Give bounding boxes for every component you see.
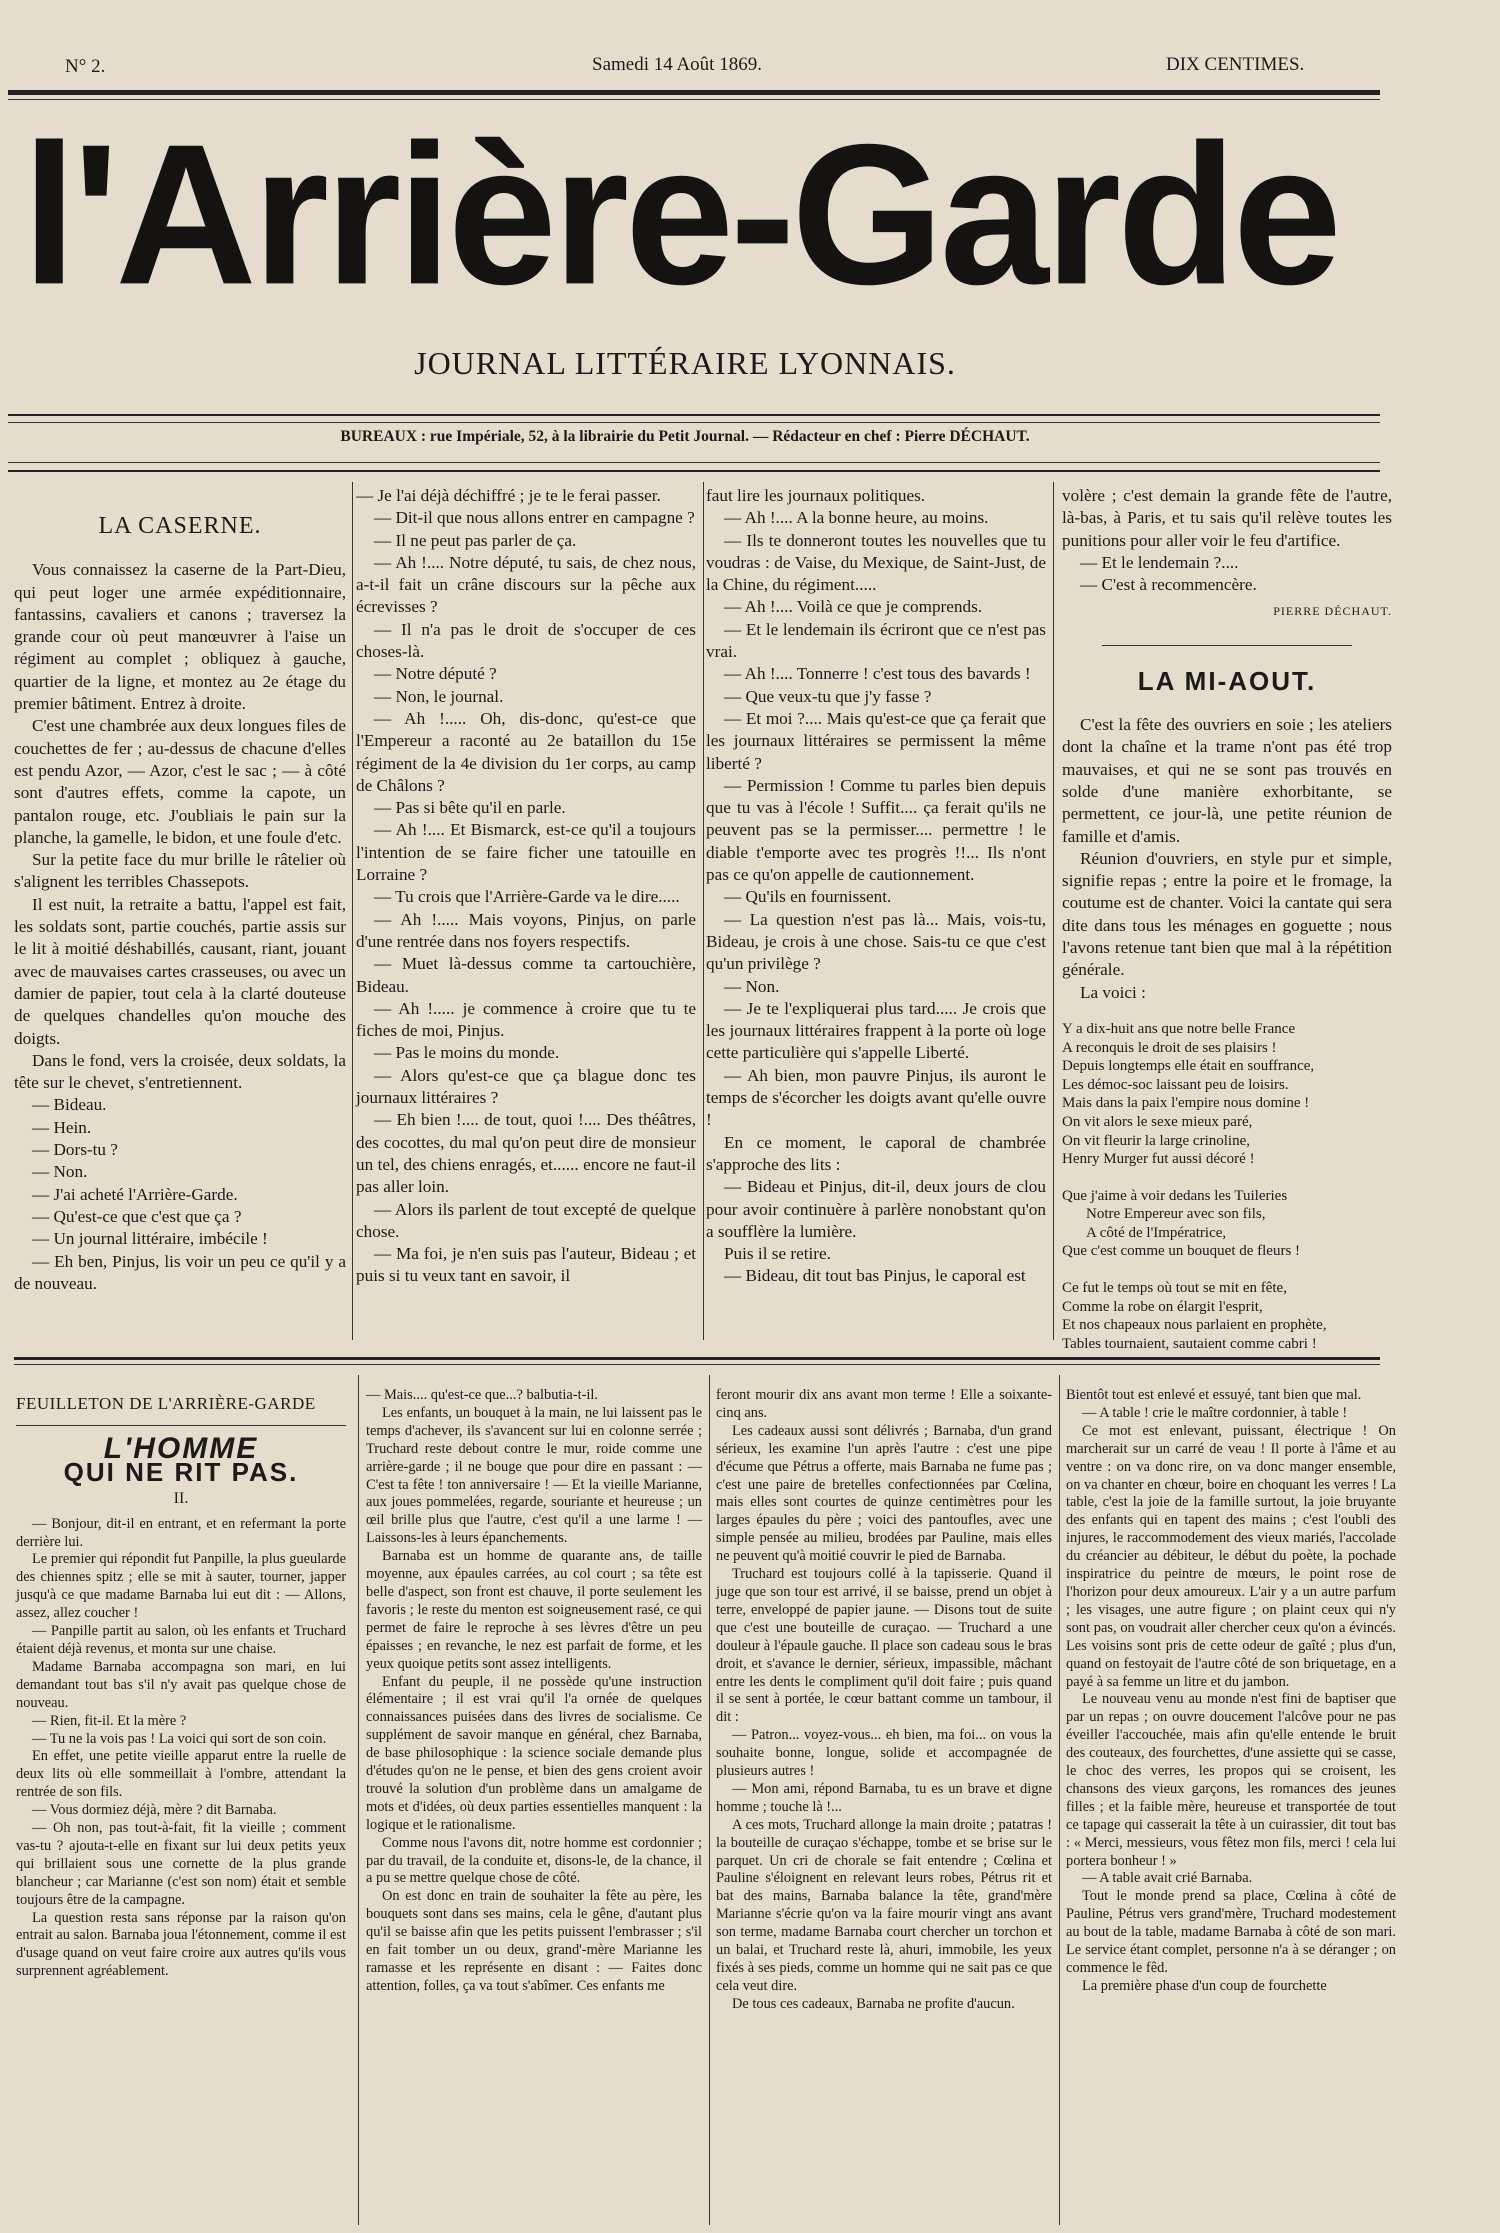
song-line: Henry Murger fut aussi décoré ! [1062,1151,1255,1168]
song-line: On vit alors le sexe mieux paré, [1062,1113,1253,1130]
paragraph: La première phase d'un coup de fourchette [1082,1977,1327,1994]
paragraph: — Hein. [32,1117,92,1137]
feuilleton-rule-thin [14,1364,1380,1365]
paragraph: Ce mot est enlevant, puissant, électrique ! On marcherait sur un carré de veau ! Il porte à l'âme et au ventre : on va donc rire, on va donc manger ensemble, on va chanter en chœur, boire en choquant les verres ! La table, c'est la joie de la famille surtout, la joie bruyante des enfants qui en tapent des mains ; c'est l'oubli des injures, le raccommodement des vieux mariés, l'accolade du créancier au débiteur, le début du poète, la pochade inspiratrice du peintre de mœurs, le point rose de l'horizon pour deux amoureux. L'air y a un autre parfum ; les visages, une autre figure ; on plaint ceux qui n'y sont pas, on voudrait aller chercher ceux qu'on a évincés. Les voisins sont pris de cette odeur de gaîté ; plus d'un, quand on festoyait de l'autre côté de son briquetage, en a payé à sa femme un litre et du jambon. [1066,1422,1396,1690]
paragraph: Le nouveau venu au monde n'est fini de baptiser que par un repas ; on ouvre doucement l'alcôve pour ne pas éveiller l'accouchée, mais afin qu'elle entende le bruit des couteaux, des fourchettes, d'une assiette qui se casse, le choc des verres, les propos qui se croisent, les chansons des vieux garçons, les romances des jeunes filles ; et la faible mère, heureuse et transportée de tout ce tapage qui casserait la tête à un cuirassier, dit tout bas : « Merci, messieurs, vous fêtez mon fils, merci ! cela lui portera bonheur ! » [1066,1691,1396,1869]
feuilleton-rule [14,1357,1380,1360]
feuilleton-header: FEUILLETON DE L'ARRIÈRE-GARDE [16,1394,316,1413]
paragraph: — Non. [724,976,780,996]
paragraph: — Non, le journal. [374,686,504,706]
paragraph: Barnaba est un homme de quarante ans, de taille moyenne, aux épaules carrées, au col court ; sa tête est belle d'aspect, son front est chauve, il porte seulement les favoris ; le reste du menton est soigneusement rasé, ce qui permet de faire le reproche à ses lèvres d'être un peu épaisses ; en revanche, le nez est parfait de forme, et les yeux quoique petits sont assez intelligents. [366,1548,702,1672]
song-line: Mais dans la paix l'empire nous domine ! [1062,1095,1310,1112]
song-stanza [1062,1279,1392,1353]
paragraph: — Ma foi, je n'en suis pas l'auteur, Bideau ; et puis si tu veux tant en savoir, il [356,1244,696,1286]
paragraph: — Pas si bête qu'il en parle. [374,798,566,818]
song-line: Et nos chapeaux nous parlaient en prophète, [1062,1317,1327,1334]
song-line: A côté de l'Impératrice, [1086,1224,1227,1241]
paragraph: — Ah !.... Et Bismarck, est-ce qu'il a toujours l'intention de se faire ficher une tatouille en Lorraine ? [356,820,696,885]
issue-date: Samedi 14 Août 1869. [592,54,762,75]
column-divider [709,1375,710,2225]
song-line: On vit fleurir la large crinoline, [1062,1132,1250,1149]
paragraph: — Je l'ai déjà déchiffré ; je te le ferai passer. [356,486,661,505]
paragraph: — Mon ami, répond Barnaba, tu es un brave et digne homme ; touche là !... [716,1780,1052,1815]
song-line: Les démoc-soc laissant peu de loisirs. [1062,1076,1289,1093]
paragraph: A ces mots, Truchard allonge la main droite ; patatras ! la bouteille de curaçao s'échappe, tombe et se brise sur le parquet. Un cri de chorale se fait entendre ; Cœlina et Pauline s'éloignent en relevant leurs robes, Pétrus rit et bat des mains, Barnaba balance la tête, grand'mère Marianne s'écrie qu'on va la faire mourir vingt ans avant son terme, madame Barnaba court chercher un torchon et un balai, et Truchard reste là, ahuri, immobile, les yeux fixés à ses pieds, comme un homme qui ne sait pas ce que cela veut dire. [716,1816,1052,1994]
column-divider [1053,482,1054,1340]
paragraph: — Bonjour, dit-il en entrant, et en refermant la porte derrière lui. [16,1515,346,1550]
paragraph: — A table ! crie le maître cordonnier, à table ! [1082,1404,1348,1421]
paragraph: — C'est à recommencère. [1080,575,1257,595]
paragraph: — Un journal littéraire, imbécile ! [32,1229,268,1249]
paragraph: Il est nuit, la retraite a battu, l'appel est fait, les soldats sont, partie couchés, partie assis sur le lit à moitié déshabillés, causant, riant, jouant avec de mauvaises cartes crasseuses, ou avec un damier de papier, tout cela à la clarté douteuse de quelques chandelles qu'on mouche des doigts. [14,894,346,1048]
paragraph: C'est la fête des ouvriers en soie ; les ateliers dont la chaîne et la trame n'ont pas été trop mauvaises, et qui ne se sont pas trouvés en solde d'une manière exhorbitante, se permettent, ce jour-là, une petite réunion de famille et d'amis. [1062,715,1392,846]
caserne-column-1 [14,505,346,1343]
paragraph: — Panpille partit au salon, où les enfants et Truchard étaient déjà revenus, et monta sur une chaise. [16,1623,346,1657]
feuilleton-column-4 [1066,1387,1396,2227]
paragraph: — Ah bien, mon pauvre Pinjus, ils auront le temps de s'écorcher les doigts avant qu'elle ouvre ! [706,1065,1046,1130]
paragraph: Les enfants, un bouquet à la main, ne lui laissent pas le temps d'achever, ils s'avancent sur lui en colonne serrée ; Truchard reste debout contre le mur, roide comme une arrière-garde ; il ne bouge que pour dire en passant : — C'est ta fête ! ton anniversaire ! — Et la vieille Marianne, aux joues pommelées, regarde, souriante et heureuse ; un œil brille plus que l'autre, c'est qu'il a une larme ! — Laissons-les à leurs épanchements. [366,1404,702,1547]
feuilleton-subtitle: QUI NE RIT PAS. [63,1456,299,1487]
paragraph: — Ah !.... Notre député, tu sais, de chez nous, a-t-il fait un crâne discours sur la pêche aux écrevisses ? [356,552,696,617]
paragraph: En ce moment, le caporal de chambrée s'approche des lits : [706,1132,1046,1174]
paragraph: — Tu crois que l'Arrière-Garde va le dire..... [374,887,680,907]
paragraph: — Ah !.... A la bonne heure, au moins. [724,508,989,528]
paragraph: — Oh non, pas tout-à-fait, fit la vieille ; comment vas-tu ? ajouta-t-elle en fixant sur lui deux petits yeux qui brillaient sous une cornette de la plus grande blancheur ; car Marianne (c'est son nom) était et semble toujours être de la campagne. [16,1820,346,1908]
paragraph: — Muet là-dessus comme ta cartouchière, Bideau. [356,954,696,996]
paragraph: — Pas le moins du monde. [374,1043,560,1063]
paragraph: Puis il se retire. [724,1244,831,1264]
paragraph: Tout le monde prend sa place, Cœlina à côté de Pauline, Pétrus vers grand'mère, Truchard modestement au bout de la table, madame Barnaba à côté de son mari. Le service étant complet, personne n'a à se déranger ; on commence le fêd. [1066,1888,1396,1976]
paragraph: — Ah !.... Voilà ce que je comprends. [724,597,983,617]
paragraph: — Ah !..... Oh, dis-donc, qu'est-ce que l'Empereur a raconté au 2e bataillon du 15e régiment de la 4e division du 1er corps, au camp de Châlons ? [356,708,696,795]
paragraph: — Qu'ils en fournissent. [724,887,892,907]
paragraph: Madame Barnaba accompagna son mari, en lui demandant tout bas s'il n'y avait pas quelque chose de nouveau. [16,1658,346,1711]
song-line: Comme la robe on élargit l'esprit, [1062,1298,1263,1315]
song-line: Y a dix-huit ans que notre belle France [1062,1020,1296,1037]
song-line: Notre Empereur avec son fils, [1086,1206,1266,1223]
bureaux-rule [8,462,1380,463]
paragraph: De tous ces cadeaux, Barnaba ne profite d'aucun. [732,1995,1015,2012]
paragraph: Comme nous l'avons dit, notre homme est cordonnier ; par du travail, de la conduite et, disons-le, de la chance, il a pu se mettre quelque chose de côté. [366,1834,702,1887]
caserne-column-3 [706,485,1046,1340]
paragraph: — Dors-tu ? [32,1140,118,1160]
feuilleton-column-1 [16,1385,346,2227]
paragraph: — Dit-il que nous allons entrer en campagne ? [374,508,695,528]
paragraph: — Vous dormiez déjà, mère ? dit Barnaba. [32,1802,277,1819]
paragraph: — Patron... voyez-vous... eh bien, ma foi... on vous la souhaite bonne, longue, solide et accompagnée de plusieurs autres ! [716,1727,1052,1780]
paragraph: feront mourir dix ans avant mon terme ! Elle a soixante-cinq ans. [716,1387,1052,1421]
caserne-signature: PIERRE DÉCHAUT. [1273,604,1392,619]
column-divider [1059,1375,1060,2225]
issue-number: N° 2. [65,56,106,77]
masthead-subtitle: JOURNAL LITTÉRAIRE LYONNAIS. [414,345,956,381]
song-line: Ce fut le temps où tout se mit en fête, [1062,1280,1287,1297]
caserne-column-2 [356,485,696,1340]
paragraph: volère ; c'est demain la grande fête de l'autre, là-bas, à Paris, et tu sais qu'il relève toutes les punitions pour aller voir le feu d'artifice. [1062,486,1392,550]
paragraph: Dans le fond, vers la croisée, deux soldats, la tête sur le chevet, s'entretiennent. [14,1050,346,1093]
song-stanza [1062,1020,1392,1169]
paragraph: — Ah !..... Mais voyons, Pinjus, on parle d'une rentrée dans nos foyers respectifs. [356,909,696,951]
subtitle-rule-thin [8,422,1380,423]
paragraph: Truchard est toujours collé à la tapisserie. Quand il juge que son tour est arrivé, il se baisse, prend un objet à terre, enveloppé de papier jaune. — Disons tout de suite que c'est une bouteille de curaçao. — Truchard a une douleur à l'épaule gauche. Il place son cadeau sous le bras droit, et s'avance le dernier, sérieux, impassible, mâchant entre les dents le compliment qu'il doit faire ; puis quand il se sent à portée, le cœur battant comme un tambour, il dit : [716,1566,1052,1726]
paragraph: — Et le lendemain ils écriront que ce n'est pas vrai. [706,619,1046,662]
header-rule [8,90,1380,95]
caserne-column-4 [1062,485,1392,1352]
paragraph: Bientôt tout est enlevé et essuyé, tant bien que mal. [1066,1387,1362,1403]
paragraph: — Rien, fit-il. Et la mère ? [32,1712,187,1729]
song-line: Que c'est comme un bouquet de fleurs ! [1062,1243,1301,1260]
paragraph: — Alors qu'est-ce que ça blague donc tes journaux littéraires ? [356,1065,696,1108]
paragraph: — Qu'est-ce que c'est que ça ? [32,1206,242,1226]
column-divider [703,482,704,1340]
subtitle-rule [8,414,1380,416]
paragraph: — Que veux-tu que j'y fasse ? [724,686,932,706]
song-line: Depuis longtemps elle était en souffrance, [1062,1058,1315,1075]
paragraph: — Mais.... qu'est-ce que...? balbutia-t-il. [366,1387,598,1403]
column-divider [352,482,353,1340]
feuilleton-column-2 [366,1387,702,2227]
paragraph: — Ah !.... Tonnerre ! c'est tous des bavards ! [724,664,1031,684]
paragraph: En effet, une petite vieille apparut entre la ruelle de deux lits où elle sommeillait à l'ombre, attendant la rentrée de son fils. [16,1748,346,1801]
paragraph: Enfant du peuple, il ne possède qu'une instruction élémentaire ; il est vrai qu'il l'a ornée de quelques connaissances puisées dans des livres de socialisme. Ce supplément de savoir manque en général, chez Barnaba, de base philosophique : la science sociale demande plus d'études qu'on ne le pense, et bien des gens croient avoir trouvé la solution d'un problème dans un amalgame de mots et d'idées, où deux parties essentielles manquent : la logique et le rationalisme. [366,1673,702,1833]
paragraph: — La question n'est pas là... Mais, vois-tu, Bideau, je crois à une chose. Sais-tu ce que c'est qu'un privilège ? [706,909,1046,974]
masthead: l'Arrière-Garde [22,102,1338,327]
paragraph: Vous connaissez la caserne de la Part-Dieu, qui peut loger une armée expéditionnaire, fantassins, cavaliers et canons ; traversez la grande cour où peut manœuvrer à l'aise un régiment au complet ; obliquez à gauche, quartier de la ligne, et montez au 2e étage du premier bâtiment. Entrez à droite. [14,560,346,714]
paragraph: La question resta sans réponse par la raison qu'on entrait au salon. Barnaba joua l'étonnement, comme il est d'usage quand on veut faire croire aux autres qu'ils vous surprennent agréablement. [16,1909,346,1980]
caserne-title: LA CASERNE. [98,513,262,539]
paragraph: — J'ai acheté l'Arrière-Garde. [32,1184,238,1204]
paragraph: — A table avait crié Barnaba. [1082,1870,1253,1887]
ornament-rule [1102,645,1352,646]
paragraph: — Bideau et Pinjus, dit-il, deux jours de clou pour avoir continuère à parlère nonobstant qu'on a soufflère la lumière. [706,1177,1046,1241]
paragraph: Les cadeaux aussi sont délivrés ; Barnaba, d'un grand sérieux, les examine l'un après l'autre : c'est une pipe d'écume que Pétrus a offerte, mais Barnaba ne fume pas ; c'est une paire de bretelles confectionnées par Cœlina, mais elles sont courtes de quinze centimètres pour les larges épaules du père ; voici des pantoufles, avec une simple pensée au milieu, brodées par Pauline, mais elles ne peuvent qu'à moitié couvrir le pied de Barnaba. [716,1422,1052,1565]
song-stanza [1062,1187,1392,1261]
feuilleton-header-rule [16,1425,346,1426]
paragraph: — Alors ils parlent de tout excepté de quelque chose. [356,1199,696,1241]
bureaux-line: BUREAUX : rue Impériale, 52, à la librairie du Petit Journal. — Rédacteur en chef : Pierre DÉCHAUT. [340,428,1030,445]
paragraph: Réunion d'ouvriers, en style pur et simple, signifie repas ; entre la poire et le fromage, la coutume est de chanter. Voici la cantate qui sera dite dans tous les ménages en goguette ; nous l'avons retenue tant bien que mal à la répétition générale. [1062,848,1392,980]
paragraph: Sur la petite face du mur brille le râtelier où s'alignent les terribles Chassepots. [14,850,346,892]
column-divider [358,1375,359,2225]
paragraph: — Eh ben, Pinjus, lis voir un peu ce qu'il y a de nouveau. [14,1251,346,1293]
paragraph: Le premier qui répondit fut Panpille, la plus gueularde des chiennes spitz ; elle se mit à sauter, tourner, japper jusqu'à ce que madame Barnaba lui eut dit : — Allons, assez, allez coucher ! [16,1551,346,1622]
feuilleton-chapter: II. [173,1489,189,1507]
paragraph: La voici : [1080,982,1146,1002]
paragraph: — Je te l'expliquerai plus tard..... Je crois que les journaux littéraires frappent à la porte où loge cette particulière qui s'appelle Liberté. [706,998,1046,1063]
paragraph: — Ils te donneront toutes les nouvelles que tu voudras : de Vaise, du Mexique, de Saint-Just, de la Chine, du régiment..... [706,530,1046,595]
paragraph: — Il ne peut pas parler de ça. [374,530,577,550]
header-rule-thin [8,99,1380,100]
paragraph: — Non. [32,1162,88,1182]
paragraph: — Il n'a pas le droit de s'occuper de ces choses-là. [356,619,696,662]
feuilleton-title: L'HOMME [103,1431,259,1465]
paragraph: — Et le lendemain ?.... [1080,552,1239,572]
paragraph: — Eh bien !.... de tout, quoi !.... Des théâtres, des cocottes, du mal qu'on peut dire de monsieur un tel, des chiens enragés, et...... encore ne faut-il pas aller loin. [356,1110,696,1197]
paragraph: On est donc en train de souhaiter la fête au père, les bouquets sont dans ses mains, cela le gêne, d'autant plus qu'il se baisse afin que les petits puissent l'embrasser ; s'il en fait tomber un ou deux, grand'-mère Marianne les ramasse et les représente en disant : — Faites donc attention, folles, ça va tout s'abîmer. Ces enfants me [366,1888,702,1994]
bureaux-rule-thick [8,470,1380,472]
song-line: Que j'aime à voir dedans les Tuileries [1062,1187,1288,1204]
issue-price: DIX CENTIMES. [1166,54,1305,75]
paragraph: — Notre député ? [374,664,497,684]
paragraph: — Permission ! Comme tu parles bien depuis que tu vas à l'école ! Suffit.... ça ferait qu'ils ne peuvent pas se la permisser.... permettre ! le diable t'emporte avec tes progrès !!... Ils n'ont pas ce qu'on appelle de cautionnement. [706,775,1046,885]
miaout-title: LA MI-AOUT. [1137,665,1317,696]
paragraph: — Tu ne la vois pas ! La voici qui sort de son coin. [32,1730,327,1747]
song-line: Tables tournaient, sautaient comme cabri ! [1062,1335,1317,1352]
paragraph: C'est une chambrée aux deux longues files de couchettes de fer ; au-dessus de chacune d'elles est pendu Azor, — Azor, c'est le sac ; — à côté sont d'autres effets, comme la capote, un pantalon rouge, etc. J'oubliais le pain sur la planche, la gamelle, le bidon, et une foule d'etc. [14,716,346,847]
paragraph: — Bideau. [32,1095,107,1115]
paragraph: faut lire les journaux politiques. [706,486,926,505]
song-line: A reconquis le droit de ses plaisirs ! [1062,1039,1277,1056]
paragraph: — Ah !..... je commence à croire que tu te fiches de moi, Pinjus. [356,998,696,1041]
paragraph: — Et moi ?.... Mais qu'est-ce que ça ferait que les journaux littéraires se permissent la même liberté ? [706,708,1046,773]
paragraph: — Bideau, dit tout bas Pinjus, le caporal est [724,1266,1026,1286]
feuilleton-column-3 [716,1387,1052,2227]
